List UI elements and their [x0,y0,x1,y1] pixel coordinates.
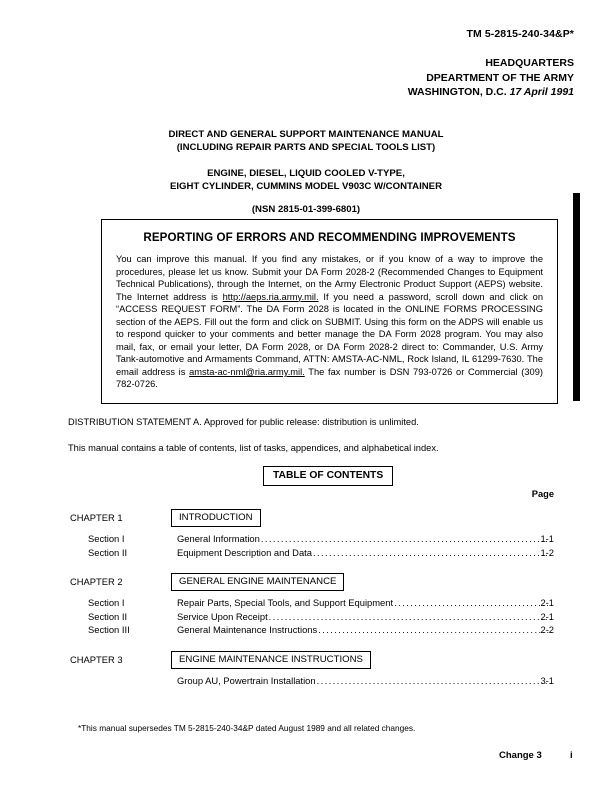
toc-dot-leader [313,547,552,558]
toc-section-label: Section I [88,597,125,608]
toc-section-page: 1-1 [540,533,554,544]
supersedes-footnote: *This manual supersedes TM 5-2815-240-34&P dated August 1989 and all related changes. [78,723,416,733]
agency-header [408,56,574,100]
page-column-label: Page [531,489,554,499]
manual-contains-note: This manual contains a table of contents, list of tasks, appendices, and alphabetical index. [68,443,439,453]
title-line-2: (INCLUDING REPAIR PARTS AND SPECIAL TOOLS LIST) [176,142,436,153]
toc-chapter-label: CHAPTER 1 [70,512,123,523]
toc-section-label: Section I [88,533,125,544]
agency-line-department: DPEARTMENT OF THE ARMY [426,71,574,84]
toc-section-row[interactable] [0,597,612,611]
toc-section-title: Equipment Description and Data [177,546,312,558]
toc-section-page: 2-1 [540,610,554,622]
toc-spacer [0,638,612,651]
toc-section-title-wrap [177,624,554,635]
table-of-contents-heading: TABLE OF CONTENTS [273,470,384,481]
toc-section-title-wrap [177,547,554,558]
reporting-errors-heading: REPORTING OF ERRORS AND RECOMMENDING IMPROVEMENTS [143,231,516,244]
toc-chapter-title-box[interactable]: GENERAL ENGINE MAINTENANCE [171,573,344,591]
title-spacer [0,154,612,167]
tm-number: TM 5-2815-240-34&P* [466,28,574,40]
toc-chapter-title-box[interactable]: ENGINE MAINTENANCE INSTRUCTIONS [171,651,371,669]
toc-spacer [0,560,612,573]
toc-section-title-wrap [177,533,554,544]
toc-dot-leader [269,611,552,622]
table-of-contents-list [0,509,612,697]
aeps-website-link[interactable]: http://aeps.ria.army.mil. [222,291,319,302]
title-line-3: ENGINE, DIESEL, LIQUID COOLED V-TYPE, [207,168,405,179]
toc-section-row[interactable] [0,675,612,689]
table-of-contents-heading-box [263,466,393,486]
toc-spacer [0,688,612,697]
toc-section-title: Repair Parts, Special Tools, and Support Equipment [177,597,394,608]
page-number: i [570,750,573,761]
change-label: Change 3 [499,750,542,761]
title-line-4: EIGHT CYLINDER, CUMMINS MODEL V903C W/CONTAINER [169,181,443,192]
toc-section-title: General Maintenance Instructions [177,624,318,635]
email-link[interactable]: amsta-ac-nml@ria.army.mil. [189,366,305,377]
toc-section-label: Section III [88,624,130,635]
reporting-body-part-2: If you need a password, scroll down and click on “ACCESS REQUEST FORM”. The DA Form 2028 is located in the ONLINE FORMS PROCESSING section of the AEPS. Fill out the form and click on SUBMIT. Using this form on the ADPS will enable us to respond quicker to your comments and better manage the DA Form 2028 program. You may also mail, fax, or email your letter, DA Form 2028, or DA Form 2028-2 direct to: Commander, U.S. Army Tank-automotive and Armaments Command, ATTN: AMSTA-AC-NML, Rock Island, IL 61299-7630. The email address is [116,291,543,377]
publication-date: 17 April 1991 [509,86,574,98]
reporting-body-part-1: You can improve this manual. If you find any mistakes, or if you know of a way to improve the procedures, please let us know. Submit your DA Form 2028-2 (Recommended Changes to Equipment Technical Publications), through the Internet, on the Army Electronic Product Support (AEPS) website. The Internet address is [116,254,543,302]
nsn-line: (NSN 2815-01-399-6801) [251,204,361,215]
toc-section-page: 2-1 [540,597,554,608]
change-bar [573,193,580,401]
toc-dot-leader [317,675,552,686]
toc-section-title: General Information [177,533,260,544]
reporting-body-part-3: The fax number is DSN 793-0726 or Commercial (309) 782-0726. [116,366,543,390]
toc-chapter-label: CHAPTER 3 [70,653,123,665]
toc-chapter-row [0,651,612,675]
toc-section-row[interactable] [0,533,612,547]
toc-chapter-label: CHAPTER 2 [70,576,123,587]
toc-chapter-title-box[interactable]: INTRODUCTION [171,509,261,527]
agency-line-location-date [408,85,574,100]
manual-title-block [0,128,612,193]
toc-section-title-wrap [177,597,554,608]
reporting-errors-box [101,219,558,404]
toc-section-row[interactable] [0,611,612,625]
toc-section-label: Section II [88,610,128,622]
agency-line-headquarters: HEADQUARTERS [485,57,574,69]
toc-section-title-wrap [177,611,554,622]
toc-section-label: Section II [88,546,128,558]
toc-chapter-row [0,573,612,597]
toc-section-row[interactable] [0,547,612,561]
toc-section-title: Service Upon Receipt [177,610,268,622]
toc-dot-leader [318,624,552,635]
toc-dot-leader [261,533,552,544]
agency-city: WASHINGTON, D.C. [407,86,507,98]
toc-section-title: Group AU, Powertrain Installation [177,674,316,686]
title-line-1: DIRECT AND GENERAL SUPPORT MAINTENANCE MANUAL [168,129,444,140]
toc-section-page: 1-2 [540,546,554,558]
toc-chapter-row [0,509,612,533]
toc-section-page: 3-1 [540,674,554,686]
reporting-errors-body [116,253,543,391]
toc-section-page: 2-2 [540,624,554,635]
toc-section-title-wrap [177,675,554,686]
toc-section-row[interactable] [0,624,612,638]
distribution-statement: DISTRIBUTION STATEMENT A. Approved for public release: distribution is unlimited. [68,417,419,427]
